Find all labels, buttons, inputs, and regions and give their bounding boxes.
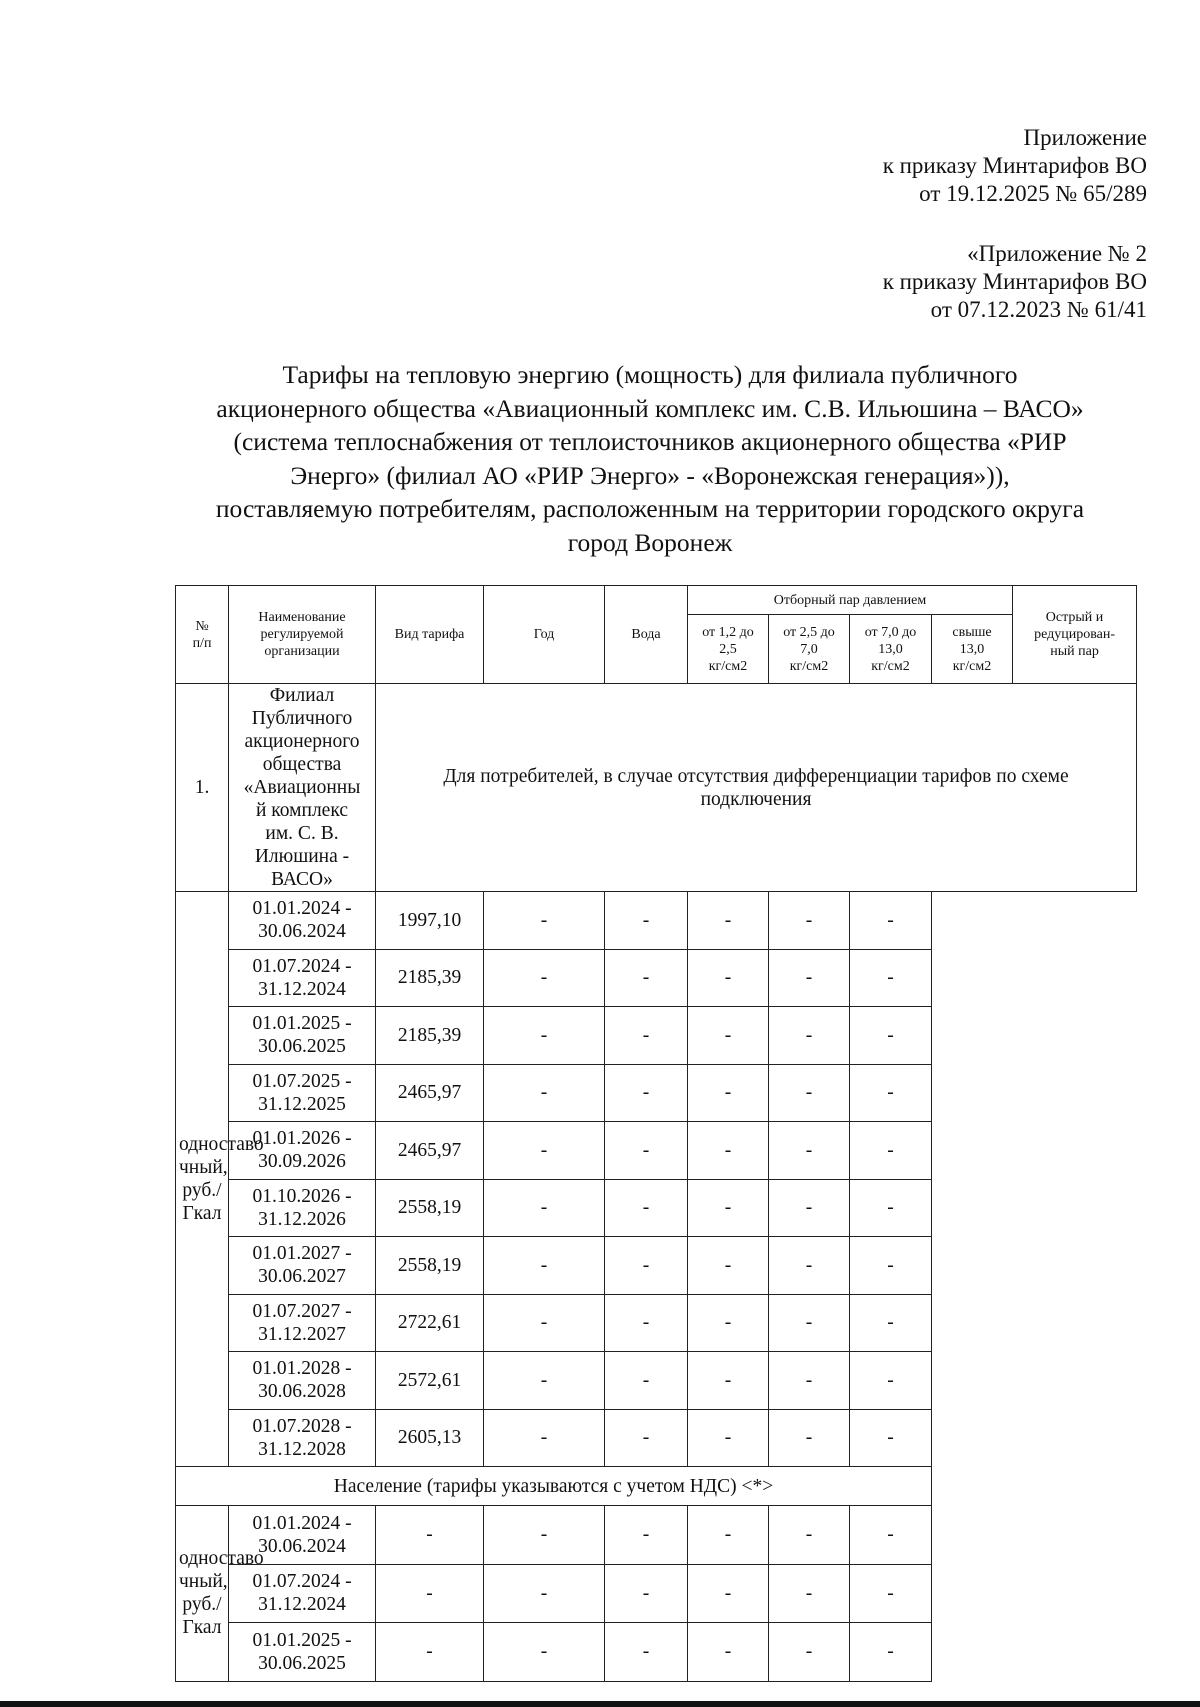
- s1-value: -: [484, 1506, 605, 1565]
- period-to: 31.12.2024: [258, 1594, 346, 1616]
- s1-value: -: [484, 1564, 605, 1623]
- header-steam-3-l1: от 7,0 до: [864, 624, 917, 640]
- org-line: общества: [262, 754, 342, 775]
- tariff-type-line: чный,: [179, 1571, 228, 1593]
- period-to: 30.09.2026: [258, 1151, 346, 1173]
- org-line: акционерного: [244, 731, 360, 752]
- s4-value: -: [769, 1506, 850, 1565]
- s4-value: -: [769, 1294, 850, 1352]
- s1-value: -: [484, 1007, 605, 1065]
- section-heading-consumers: [376, 684, 1137, 892]
- table-row: [176, 1007, 1137, 1065]
- water-value: 2722,61: [376, 1294, 484, 1352]
- appendix-date: от 19.12.2025 № 65/289: [919, 181, 1147, 206]
- header-steam-1-l2: 2,5: [719, 641, 737, 657]
- period-to: 31.12.2026: [258, 1208, 346, 1230]
- header-steam-2: [769, 615, 850, 684]
- tariff-group-population: [176, 1506, 1137, 1682]
- header-steam-1: [688, 615, 769, 684]
- table-row: [176, 1623, 1137, 1682]
- header-number-l1: №: [195, 618, 209, 634]
- header-steam-2-l1: от 2,5 до: [783, 624, 835, 640]
- s1-value: -: [484, 1237, 605, 1295]
- tariff-table: [175, 585, 1137, 1682]
- s4-value: -: [769, 1237, 850, 1295]
- sharp-value: -: [850, 1064, 932, 1122]
- s2-value: -: [605, 1506, 688, 1565]
- period-from: 01.01.2025 -: [252, 1629, 352, 1651]
- title-line: Тарифы на тепловую энергию (мощность) для филиала публичного: [282, 360, 1018, 389]
- s4-value: -: [769, 1352, 850, 1410]
- section-heading-population: Население (тарифы указываются с учетом НДС) <*>: [176, 1467, 932, 1506]
- period-cell: [229, 1564, 376, 1623]
- section-heading-line: Для потребителей, в случае отсутствия дифференциации тарифов по схеме: [443, 765, 1069, 787]
- table-row: [176, 1294, 1137, 1352]
- s1-value: -: [484, 1409, 605, 1467]
- s4-value: -: [769, 1007, 850, 1065]
- org-line: Филиал: [269, 685, 335, 706]
- period-to: 30.06.2025: [258, 1036, 346, 1058]
- s1-value: -: [484, 1064, 605, 1122]
- sharp-value: -: [850, 1409, 932, 1467]
- sharp-value: -: [850, 1179, 932, 1237]
- s4-value: -: [769, 1623, 850, 1682]
- appendix-label: «Приложение № 2: [967, 241, 1147, 266]
- period-to: 31.12.2028: [258, 1438, 346, 1460]
- header-steam-4-l1: свыше: [952, 624, 992, 640]
- period-from: 01.07.2027 -: [252, 1300, 352, 1322]
- period-cell: [229, 892, 376, 950]
- tariff-type-line: чный,: [179, 1157, 228, 1178]
- period-cell: [229, 1409, 376, 1467]
- s4-value: -: [769, 1122, 850, 1180]
- s4-value: -: [769, 949, 850, 1007]
- table-row: [176, 1506, 1137, 1565]
- tariff-type-line: одноставо: [179, 1548, 264, 1570]
- period-from: 01.01.2027 -: [252, 1243, 352, 1265]
- s3-value: -: [688, 949, 769, 1007]
- period-cell: [229, 1294, 376, 1352]
- period-from: 01.07.2024 -: [252, 955, 352, 977]
- s4-value: -: [769, 1564, 850, 1623]
- table-row: [176, 1564, 1137, 1623]
- s1-value: -: [484, 1352, 605, 1410]
- period-to: 31.12.2027: [258, 1323, 346, 1345]
- header-steam-3-l3: кг/см2: [871, 658, 910, 674]
- s3-value: -: [688, 1564, 769, 1623]
- period-from: 01.07.2028 -: [252, 1415, 352, 1437]
- table-row: [176, 1237, 1137, 1295]
- s1-value: -: [484, 1623, 605, 1682]
- tariff-type-line: руб./Гкал: [182, 1594, 222, 1639]
- table-row: [176, 1122, 1137, 1180]
- header-steam-3-l2: 13,0: [878, 641, 903, 657]
- header-steam-2-l3: кг/см2: [789, 658, 829, 674]
- period-from: 01.01.2024 -: [252, 898, 352, 920]
- period-to: 31.12.2025: [258, 1093, 346, 1115]
- s2-value: -: [605, 892, 688, 950]
- s2-value: -: [605, 1294, 688, 1352]
- appendix-order: к приказу Минтарифов ВО: [882, 153, 1147, 178]
- org-line: Публичного: [251, 708, 353, 729]
- title-line: Энерго» (филиал АО «РИР Энерго» - «Воронежская генерация»)),: [290, 460, 1010, 490]
- row-number: 1.: [176, 684, 229, 892]
- s4-value: -: [769, 1409, 850, 1467]
- water-value: 2605,13: [376, 1409, 484, 1467]
- period-to: 30.06.2027: [258, 1266, 346, 1288]
- header-org-l1: Наименование: [258, 610, 346, 625]
- header-sharp-steam: [1013, 586, 1137, 684]
- s2-value: -: [605, 1064, 688, 1122]
- water-value: 2185,39: [376, 1007, 484, 1065]
- water-value: 2572,61: [376, 1352, 484, 1410]
- header-steam-3: [850, 615, 932, 684]
- period-to: 31.12.2024: [258, 978, 346, 1000]
- s2-value: -: [605, 1122, 688, 1180]
- period-cell: [229, 1352, 376, 1410]
- s2-value: -: [605, 1007, 688, 1065]
- org-line: й комплекс: [256, 800, 348, 821]
- period-cell: [229, 949, 376, 1007]
- sharp-value: -: [850, 1007, 932, 1065]
- s3-value: -: [688, 1179, 769, 1237]
- s3-value: -: [688, 1409, 769, 1467]
- table-row: [176, 949, 1137, 1007]
- header-steam-4: [932, 615, 1013, 684]
- period-to: 30.06.2028: [258, 1381, 346, 1403]
- appendix-order: к приказу Минтарифов ВО: [882, 269, 1147, 294]
- s3-value: -: [688, 1623, 769, 1682]
- s3-value: -: [688, 1122, 769, 1180]
- tariff-type-line: руб./Гкал: [182, 1180, 222, 1224]
- header-steam-4-l2: 13,0: [959, 641, 985, 657]
- water-value: 2558,19: [376, 1179, 484, 1237]
- header-sharp-l2: редуцирован-: [1034, 627, 1115, 642]
- s3-value: -: [688, 1064, 769, 1122]
- period-cell: [229, 1237, 376, 1295]
- period-from: 01.01.2024 -: [252, 1512, 352, 1534]
- appendix-reference-original: [883, 240, 1147, 324]
- water-value: -: [376, 1506, 484, 1565]
- period-from: 01.10.2026 -: [252, 1185, 352, 1207]
- period-cell: [229, 1064, 376, 1122]
- header-steam-1-l3: кг/см2: [708, 658, 748, 674]
- period-from: 01.01.2025 -: [252, 1013, 352, 1035]
- title-line: (система теплоснабжения от теплоисточников акционерного общества «РИР: [233, 427, 1067, 456]
- s2-value: -: [605, 1179, 688, 1237]
- period-cell: [229, 1179, 376, 1237]
- tariff-type-line: одноставо: [179, 1134, 264, 1155]
- s1-value: -: [484, 1179, 605, 1237]
- sharp-value: -: [850, 1294, 932, 1352]
- water-value: 2558,19: [376, 1237, 484, 1295]
- period-from: 01.07.2024 -: [252, 1571, 352, 1593]
- period-from: 01.01.2028 -: [252, 1358, 352, 1380]
- s4-value: -: [769, 1064, 850, 1122]
- period-cell: [229, 1623, 376, 1682]
- water-value: 2465,97: [376, 1064, 484, 1122]
- water-value: -: [376, 1564, 484, 1623]
- s2-value: -: [605, 949, 688, 1007]
- s3-value: -: [688, 1237, 769, 1295]
- sharp-value: -: [850, 1623, 932, 1682]
- water-value: -: [376, 1623, 484, 1682]
- header-steam-group: Отборный пар давлением: [688, 586, 1013, 615]
- table-row: [176, 892, 1137, 950]
- water-value: 2185,39: [376, 949, 484, 1007]
- tariff-type-cell: [176, 1506, 264, 1682]
- header-steam-1-l1: от 1,2 до: [702, 624, 754, 640]
- table-row: [176, 1179, 1137, 1237]
- title-line: акционерного общества «Авиационный комплекс им. С.В. Ильюшина – ВАСО»: [216, 393, 1084, 423]
- header-sharp-l1: Острый и: [1045, 610, 1104, 625]
- s3-value: -: [688, 1294, 769, 1352]
- sharp-value: -: [850, 1237, 932, 1295]
- s1-value: -: [484, 892, 605, 950]
- appendix-reference-current: [883, 124, 1147, 208]
- organization-name: [229, 684, 376, 892]
- header-org-l2: регулируемой: [260, 627, 344, 642]
- document-title: [150, 358, 1150, 559]
- header-org-l3: организации: [264, 644, 340, 659]
- s3-value: -: [688, 1352, 769, 1410]
- sharp-value: -: [850, 949, 932, 1007]
- s4-value: -: [769, 892, 850, 950]
- period-from: 01.01.2026 -: [252, 1128, 352, 1150]
- title-line: поставляемую потребителям, расположенным на территории городского округа: [215, 494, 1085, 523]
- scan-edge-rule: [0, 1701, 1200, 1707]
- water-value: 1997,10: [376, 892, 484, 950]
- header-sharp-l3: ный пар: [1050, 644, 1099, 659]
- header-tariff-type: Вид тарифа: [376, 586, 484, 684]
- s1-value: -: [484, 949, 605, 1007]
- header-year: Год: [484, 586, 605, 684]
- sharp-value: -: [850, 1352, 932, 1410]
- s1-value: -: [484, 1122, 605, 1180]
- header-steam-4-l3: кг/см2: [952, 658, 992, 674]
- sharp-value: -: [850, 1564, 932, 1623]
- s3-value: -: [688, 1506, 769, 1565]
- s2-value: -: [605, 1237, 688, 1295]
- table-row: [176, 1352, 1137, 1410]
- s4-value: -: [769, 1179, 850, 1237]
- s3-value: -: [688, 892, 769, 950]
- org-line: Илюшина -: [254, 846, 350, 867]
- s2-value: -: [605, 1409, 688, 1467]
- s3-value: -: [688, 1007, 769, 1065]
- sharp-value: -: [850, 1506, 932, 1565]
- section-heading-line: подключения: [700, 788, 812, 810]
- period-to: 30.06.2025: [258, 1652, 346, 1674]
- org-line: ВАСО»: [271, 869, 333, 890]
- header-organization: [229, 586, 376, 684]
- period-from: 01.07.2025 -: [252, 1070, 352, 1092]
- table-row: [176, 1409, 1137, 1467]
- s2-value: -: [605, 1623, 688, 1682]
- org-line: им. С. В.: [265, 823, 339, 844]
- header-water: Вода: [605, 586, 688, 684]
- s2-value: -: [605, 1352, 688, 1410]
- header-number-l2: п/п: [192, 635, 212, 651]
- title-line: город Воронеж: [567, 527, 733, 557]
- water-value: 2465,97: [376, 1122, 484, 1180]
- sharp-value: -: [850, 892, 932, 950]
- appendix-date: от 07.12.2023 № 61/41: [930, 297, 1147, 322]
- s2-value: -: [605, 1564, 688, 1623]
- s1-value: -: [484, 1294, 605, 1352]
- period-cell: [229, 1007, 376, 1065]
- org-line: «Авиационны: [243, 777, 361, 798]
- period-to: 30.06.2024: [258, 1535, 346, 1557]
- tariff-group-consumers: [176, 892, 1137, 1467]
- appendix-label: Приложение: [1023, 125, 1147, 150]
- tariff-type-cell: [176, 892, 264, 1467]
- period-to: 30.06.2024: [258, 921, 346, 943]
- header-steam-2-l2: 7,0: [800, 641, 818, 657]
- sharp-value: -: [850, 1122, 932, 1180]
- header-number: [176, 586, 229, 684]
- table-row: [176, 1064, 1137, 1122]
